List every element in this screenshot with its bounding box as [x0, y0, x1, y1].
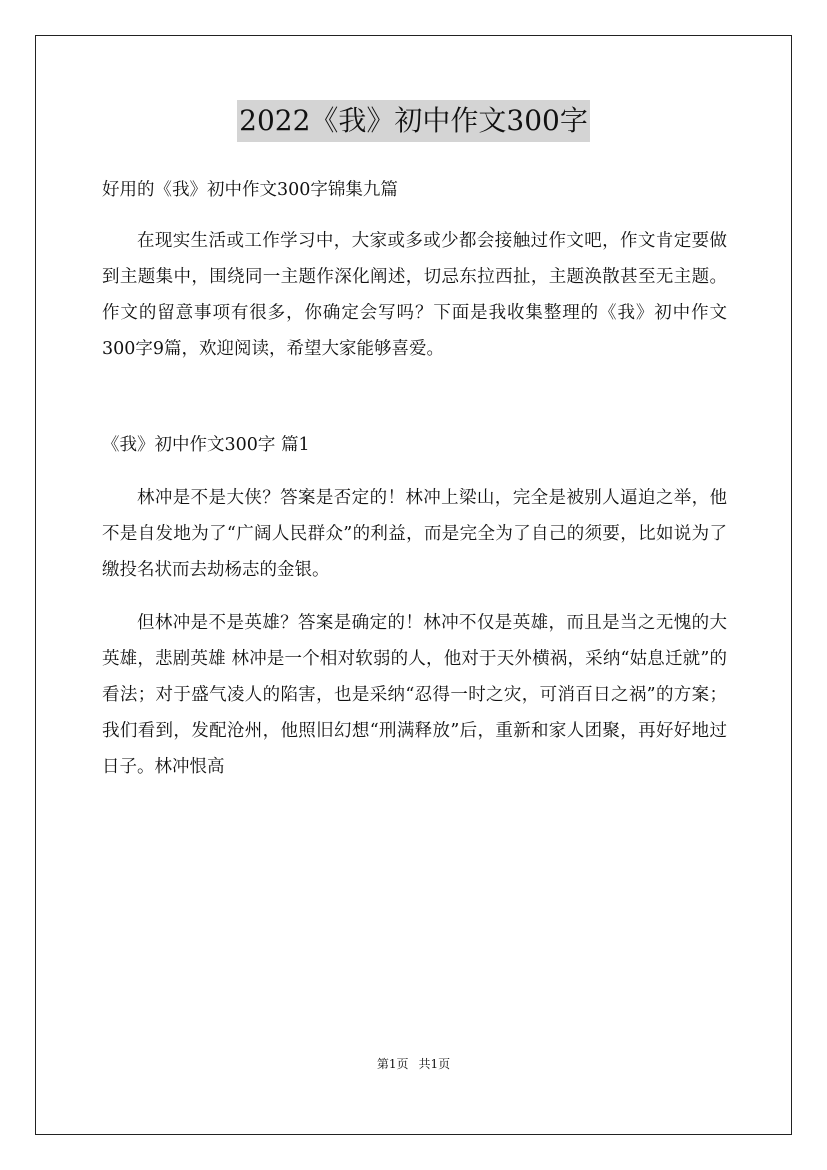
- page-footer: [0, 1055, 827, 1073]
- intro-paragraph: 在现实生活或工作学习中，大家或多或少都会接触过作文吧，作文肯定要做到主题集中，围绕同一主题作深化阐述，切忌东拉西扯，主题涣散甚至无主题。作文的留意事项有很多，你确定会写吗？下面是我收集整理的《我》初中作文300字9篇，欢迎阅读，希望大家能够喜爱。: [102, 231, 727, 359]
- page-number: 第1页: [376, 1057, 409, 1071]
- page-total: 共1页: [418, 1057, 451, 1071]
- document-body: [102, 172, 727, 785]
- section-heading: 《我》初中作文300字 篇1: [102, 435, 310, 455]
- document-subtitle: 好用的《我》初中作文300字锦集九篇: [102, 180, 398, 200]
- body-paragraph-2: 但林冲是不是英雄？答案是确定的！林冲不仅是英雄，而且是当之无愧的大英雄，悲剧英雄 林冲是一个相对软弱的人，他对于天外横祸，采纳“姑息迁就”的看法；对于盛气凌人的陷害，也是采纳“忍得一时之灾，可消百日之祸”的方案；我们看到，发配沧州，他照旧幻想“刑满释放”后，重新和家人团聚，再好好地过日子。林冲恨高: [102, 613, 727, 777]
- title-container: [0, 100, 827, 142]
- document-title: 2022《我》初中作文300字: [237, 100, 590, 142]
- section-spacer: [102, 367, 727, 427]
- body-paragraph-1: 林冲是不是大侠？答案是否定的！林冲上梁山，完全是被别人逼迫之举，他不是自发地为了“广阔人民群众”的利益，而是完全为了自己的须要，比如说为了缴投名状而去劫杨志的金银。: [102, 488, 727, 580]
